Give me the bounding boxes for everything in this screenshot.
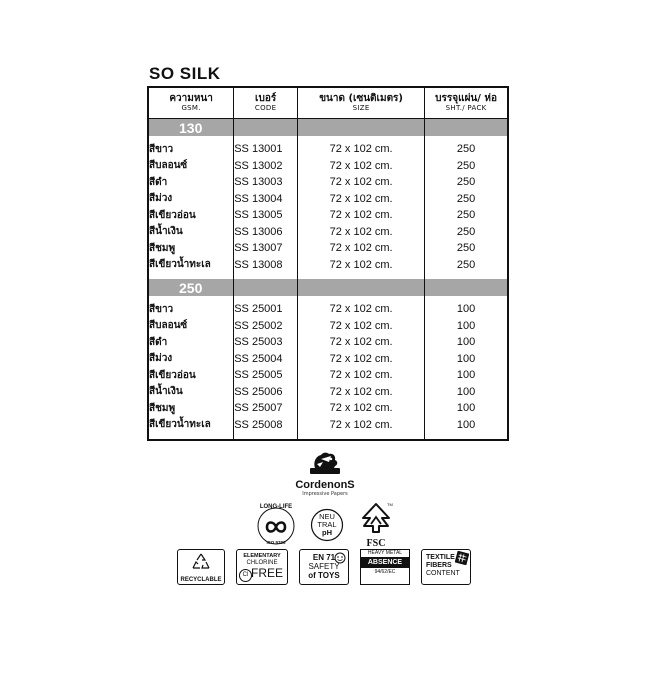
table-row [148, 257, 508, 274]
product-code: SS 13002 [234, 158, 298, 175]
table-row [148, 400, 508, 417]
sheet-size: 72 x 102 cm. [298, 141, 425, 158]
color-name: สีบลอนซ์ [148, 158, 234, 175]
header-code: เบอร์ CODE [234, 87, 298, 119]
sheet-size: 72 x 102 cm. [298, 191, 425, 208]
color-name: สีบลอนซ์ [148, 318, 234, 335]
header-gsm: ความหนา GSM. [148, 87, 234, 119]
color-name: สีเขียวอ่อน [148, 207, 234, 224]
chlorine-icon: Cl [239, 569, 252, 582]
product-code: SS 13007 [234, 240, 298, 257]
color-name: สีม่วง [148, 351, 234, 368]
heavy-metal-top: HEAVY METAL [367, 550, 403, 556]
table-row [148, 224, 508, 241]
sheets-per-pack: 250 [456, 225, 476, 238]
sheet-size: 72 x 102 cm. [298, 174, 425, 191]
griffin-icon [307, 450, 343, 476]
cordenons-logo [293, 450, 357, 497]
textile-text: TEXTILE FIBERS CONTENT [426, 554, 460, 577]
table-row [148, 367, 508, 384]
product-code: SS 25001 [234, 301, 298, 318]
en71-badge [299, 549, 349, 585]
color-name: สีชมพู [148, 400, 234, 417]
product-spec-table [147, 86, 509, 441]
sheet-size: 72 x 102 cm. [298, 224, 425, 241]
table-row [148, 174, 508, 191]
table-row [148, 191, 508, 208]
ecf-badge [236, 549, 288, 585]
color-name: สีชมพู [148, 240, 234, 257]
sheet-size: 72 x 102 cm. [298, 301, 425, 318]
textile-weave-icon [455, 551, 469, 565]
table-row [148, 384, 508, 401]
sheets-per-pack: 100 [456, 352, 476, 365]
color-name: สีเขียวน้ำทะเล [148, 417, 234, 434]
smiley-icon [334, 552, 346, 564]
en71-text: EN 71 SAFETY of TOYS [308, 553, 340, 580]
long-life-badge [255, 505, 297, 549]
product-code: SS 25004 [234, 351, 298, 368]
long-life-label: LONG-LIFE [259, 504, 293, 510]
sheets-per-pack: 250 [456, 258, 476, 271]
sheets-per-pack: 250 [456, 209, 476, 222]
header-size: ขนาด (เซนติเมตร) SIZE [298, 87, 425, 119]
sheets-per-pack: 250 [456, 176, 476, 189]
recyclable-label: RECYCLABLE [180, 577, 222, 583]
neutral-text: NEU TRAL pH [317, 512, 337, 537]
sheets-per-pack: 250 [456, 159, 476, 172]
product-code: SS 13005 [234, 207, 298, 224]
color-name: สีดำ [148, 174, 234, 191]
sheet-size: 72 x 102 cm. [298, 417, 425, 434]
sheet-size: 72 x 102 cm. [298, 257, 425, 274]
product-code: SS 25007 [234, 400, 298, 417]
heavy-metal-bottom: 94/62/EC [374, 569, 396, 575]
product-code: SS 25003 [234, 334, 298, 351]
product-code: SS 13006 [234, 224, 298, 241]
sheets-per-pack: 100 [456, 385, 476, 398]
recyclable-badge [177, 549, 225, 585]
color-name: สีน้ำเงิน [148, 224, 234, 241]
product-code: SS 13003 [234, 174, 298, 191]
color-name: สีเขียวอ่อน [148, 367, 234, 384]
color-name: สีม่วง [148, 191, 234, 208]
sheet-size: 72 x 102 cm. [298, 400, 425, 417]
sheet-size: 72 x 102 cm. [298, 207, 425, 224]
color-name: สีขาว [148, 141, 234, 158]
heavy-metal-badge [360, 549, 410, 585]
sheets-per-pack: 100 [456, 418, 476, 431]
table-row [148, 207, 508, 224]
table-row [148, 301, 508, 318]
textile-badge [421, 549, 471, 585]
sheets-per-pack: 100 [456, 319, 476, 332]
gsm-value: 250 [148, 279, 234, 296]
fsc-badge [357, 502, 395, 549]
sheet-size: 72 x 102 cm. [298, 334, 425, 351]
product-code: SS 25008 [234, 417, 298, 434]
table-row [148, 351, 508, 368]
sheets-per-pack: 250 [456, 143, 476, 156]
iso-label: ISO 9706 [266, 540, 286, 545]
sheet-size: 72 x 102 cm. [298, 158, 425, 175]
brand-tagline: Impressive Papers [302, 491, 348, 497]
heavy-metal-mid: ABSENCE [361, 557, 409, 568]
neutral-ph-badge [310, 508, 344, 542]
product-code: SS 13008 [234, 257, 298, 274]
table-row [148, 240, 508, 257]
sheets-per-pack: 100 [456, 369, 476, 382]
product-code: SS 13004 [234, 191, 298, 208]
header-pack: บรรจุแผ่น/ ห่อ SHT./ PACK [425, 87, 508, 119]
sheets-per-pack: 250 [456, 242, 476, 255]
product-code: SS 25006 [234, 384, 298, 401]
brand-name: CordenonS [295, 479, 355, 491]
sheets-per-pack: 100 [456, 303, 476, 316]
fsc-tm: TM [387, 502, 393, 507]
gsm-value: 130 [148, 119, 234, 137]
color-name: สีดำ [148, 334, 234, 351]
table-row [148, 334, 508, 351]
table-row [148, 141, 508, 158]
recycle-icon [190, 552, 212, 572]
sheet-size: 72 x 102 cm. [298, 384, 425, 401]
fsc-label: FSC [366, 538, 386, 549]
table-row [148, 158, 508, 175]
sheets-per-pack: 100 [456, 402, 476, 415]
sheet-size: 72 x 102 cm. [298, 240, 425, 257]
color-name: สีขาว [148, 301, 234, 318]
sheet-size: 72 x 102 cm. [298, 351, 425, 368]
gsm-group-row [148, 279, 508, 296]
ecf-line3: FREE [251, 566, 284, 580]
sheets-per-pack: 100 [456, 336, 476, 349]
color-name: สีเขียวน้ำทะเล [148, 257, 234, 274]
color-name: สีน้ำเงิน [148, 384, 234, 401]
gsm-group-row [148, 119, 508, 137]
product-code: SS 25005 [234, 367, 298, 384]
sheet-size: 72 x 102 cm. [298, 318, 425, 335]
ecf-line1: ELEMENTARY [243, 553, 281, 559]
ecf-line2: CHLORINE [246, 560, 278, 566]
table-row [148, 417, 508, 434]
product-code: SS 25002 [234, 318, 298, 335]
table-row [148, 318, 508, 335]
table-header-row [148, 87, 508, 119]
product-code: SS 13001 [234, 141, 298, 158]
page-title: SO SILK [149, 64, 221, 83]
sheets-per-pack: 250 [456, 192, 476, 205]
sheet-size: 72 x 102 cm. [298, 367, 425, 384]
